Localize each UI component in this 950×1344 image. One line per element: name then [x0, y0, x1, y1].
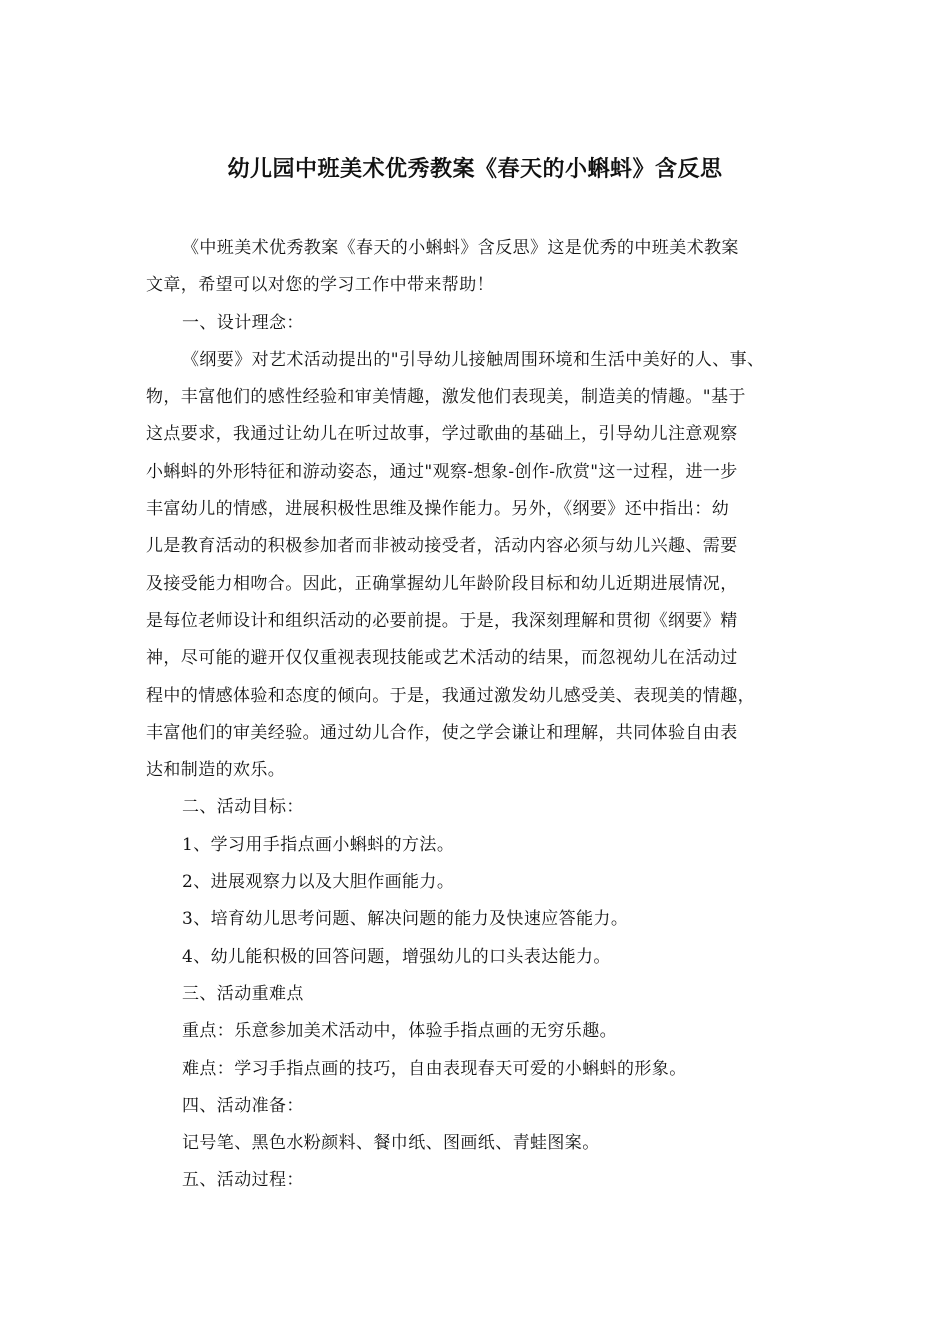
text-line: 物，丰富他们的感性经验和审美情趣，激发他们表现美，制造美的情趣。"基于	[146, 387, 746, 408]
text-line: 丰富他们的审美经验。通过幼儿合作，使之学会谦让和理解，共同体验自由表	[146, 722, 738, 743]
text-line: 程中的情感体验和态度的倾向。于是，我通过激发幼儿感受美、表现美的情趣，	[146, 685, 755, 706]
text-line: 3、培育幼儿思考问题、解决问题的能力及快速应答能力。	[182, 909, 629, 930]
text-line: 一、设计理念：	[182, 312, 304, 333]
text-line: 三、活动重难点	[182, 983, 304, 1004]
text-line: 小蝌蚪的外形特征和游动姿态，通过"观察-想象-创作-欣赏"这一过程，进一步	[146, 461, 738, 482]
text-line: 4、幼儿能积极的回答问题，增强幼儿的口头表达能力。	[182, 946, 611, 967]
text-line: 儿是教育活动的积极参加者而非被动接受者，活动内容必须与幼儿兴趣、需要	[146, 536, 738, 557]
text-line: 及接受能力相吻合。因此，正确掌握幼儿年龄阶段目标和幼儿近期进展情况，	[146, 573, 738, 594]
document-body	[146, 230, 826, 1200]
text-line: 五、活动过程：	[182, 1170, 304, 1191]
text-line: 达和制造的欢乐。	[146, 760, 286, 781]
text-line: 丰富幼儿的情感，进展积极性思维及操作能力。另外，《纲要》还中指出：幼	[146, 499, 730, 520]
text-line: 文章，希望可以对您的学习工作中带来帮助！	[146, 275, 494, 296]
text-line: 二、活动目标：	[182, 797, 304, 818]
document-title: 幼儿园中班美术优秀教案《春天的小蝌蚪》含反思	[227, 157, 723, 182]
text-line: 1、学习用手指点画小蝌蚪的方法。	[182, 834, 455, 855]
text-line: 神，尽可能的避开仅仅重视表现技能或艺术活动的结果，而忽视幼儿在活动过	[146, 648, 738, 669]
text-line: 是每位老师设计和组织活动的必要前提。于是，我深刻理解和贯彻《纲要》精	[146, 610, 738, 631]
text-line: 《纲要》对艺术活动提出的"引导幼儿接触周围环境和生活中美好的人、事、	[182, 349, 765, 370]
text-line: 《中班美术优秀教案《春天的小蝌蚪》含反思》这是优秀的中班美术教案	[182, 238, 739, 258]
text-line: 2、进展观察力以及大胆作画能力。	[182, 872, 455, 893]
text-line: 这点要求，我通过让幼儿在听过故事，学过歌曲的基础上，引导幼儿注意观察	[146, 424, 738, 445]
text-line: 难点：学习手指点画的技巧，自由表现春天可爱的小蝌蚪的形象。	[182, 1058, 687, 1079]
text-line: 重点：乐意参加美术活动中，体验手指点画的无穷乐趣。	[182, 1021, 617, 1042]
text-line: 记号笔、黑色水粉颜料、餐巾纸、图画纸、青蛙图案。	[182, 1133, 600, 1154]
text-line: 四、活动准备：	[182, 1095, 304, 1116]
